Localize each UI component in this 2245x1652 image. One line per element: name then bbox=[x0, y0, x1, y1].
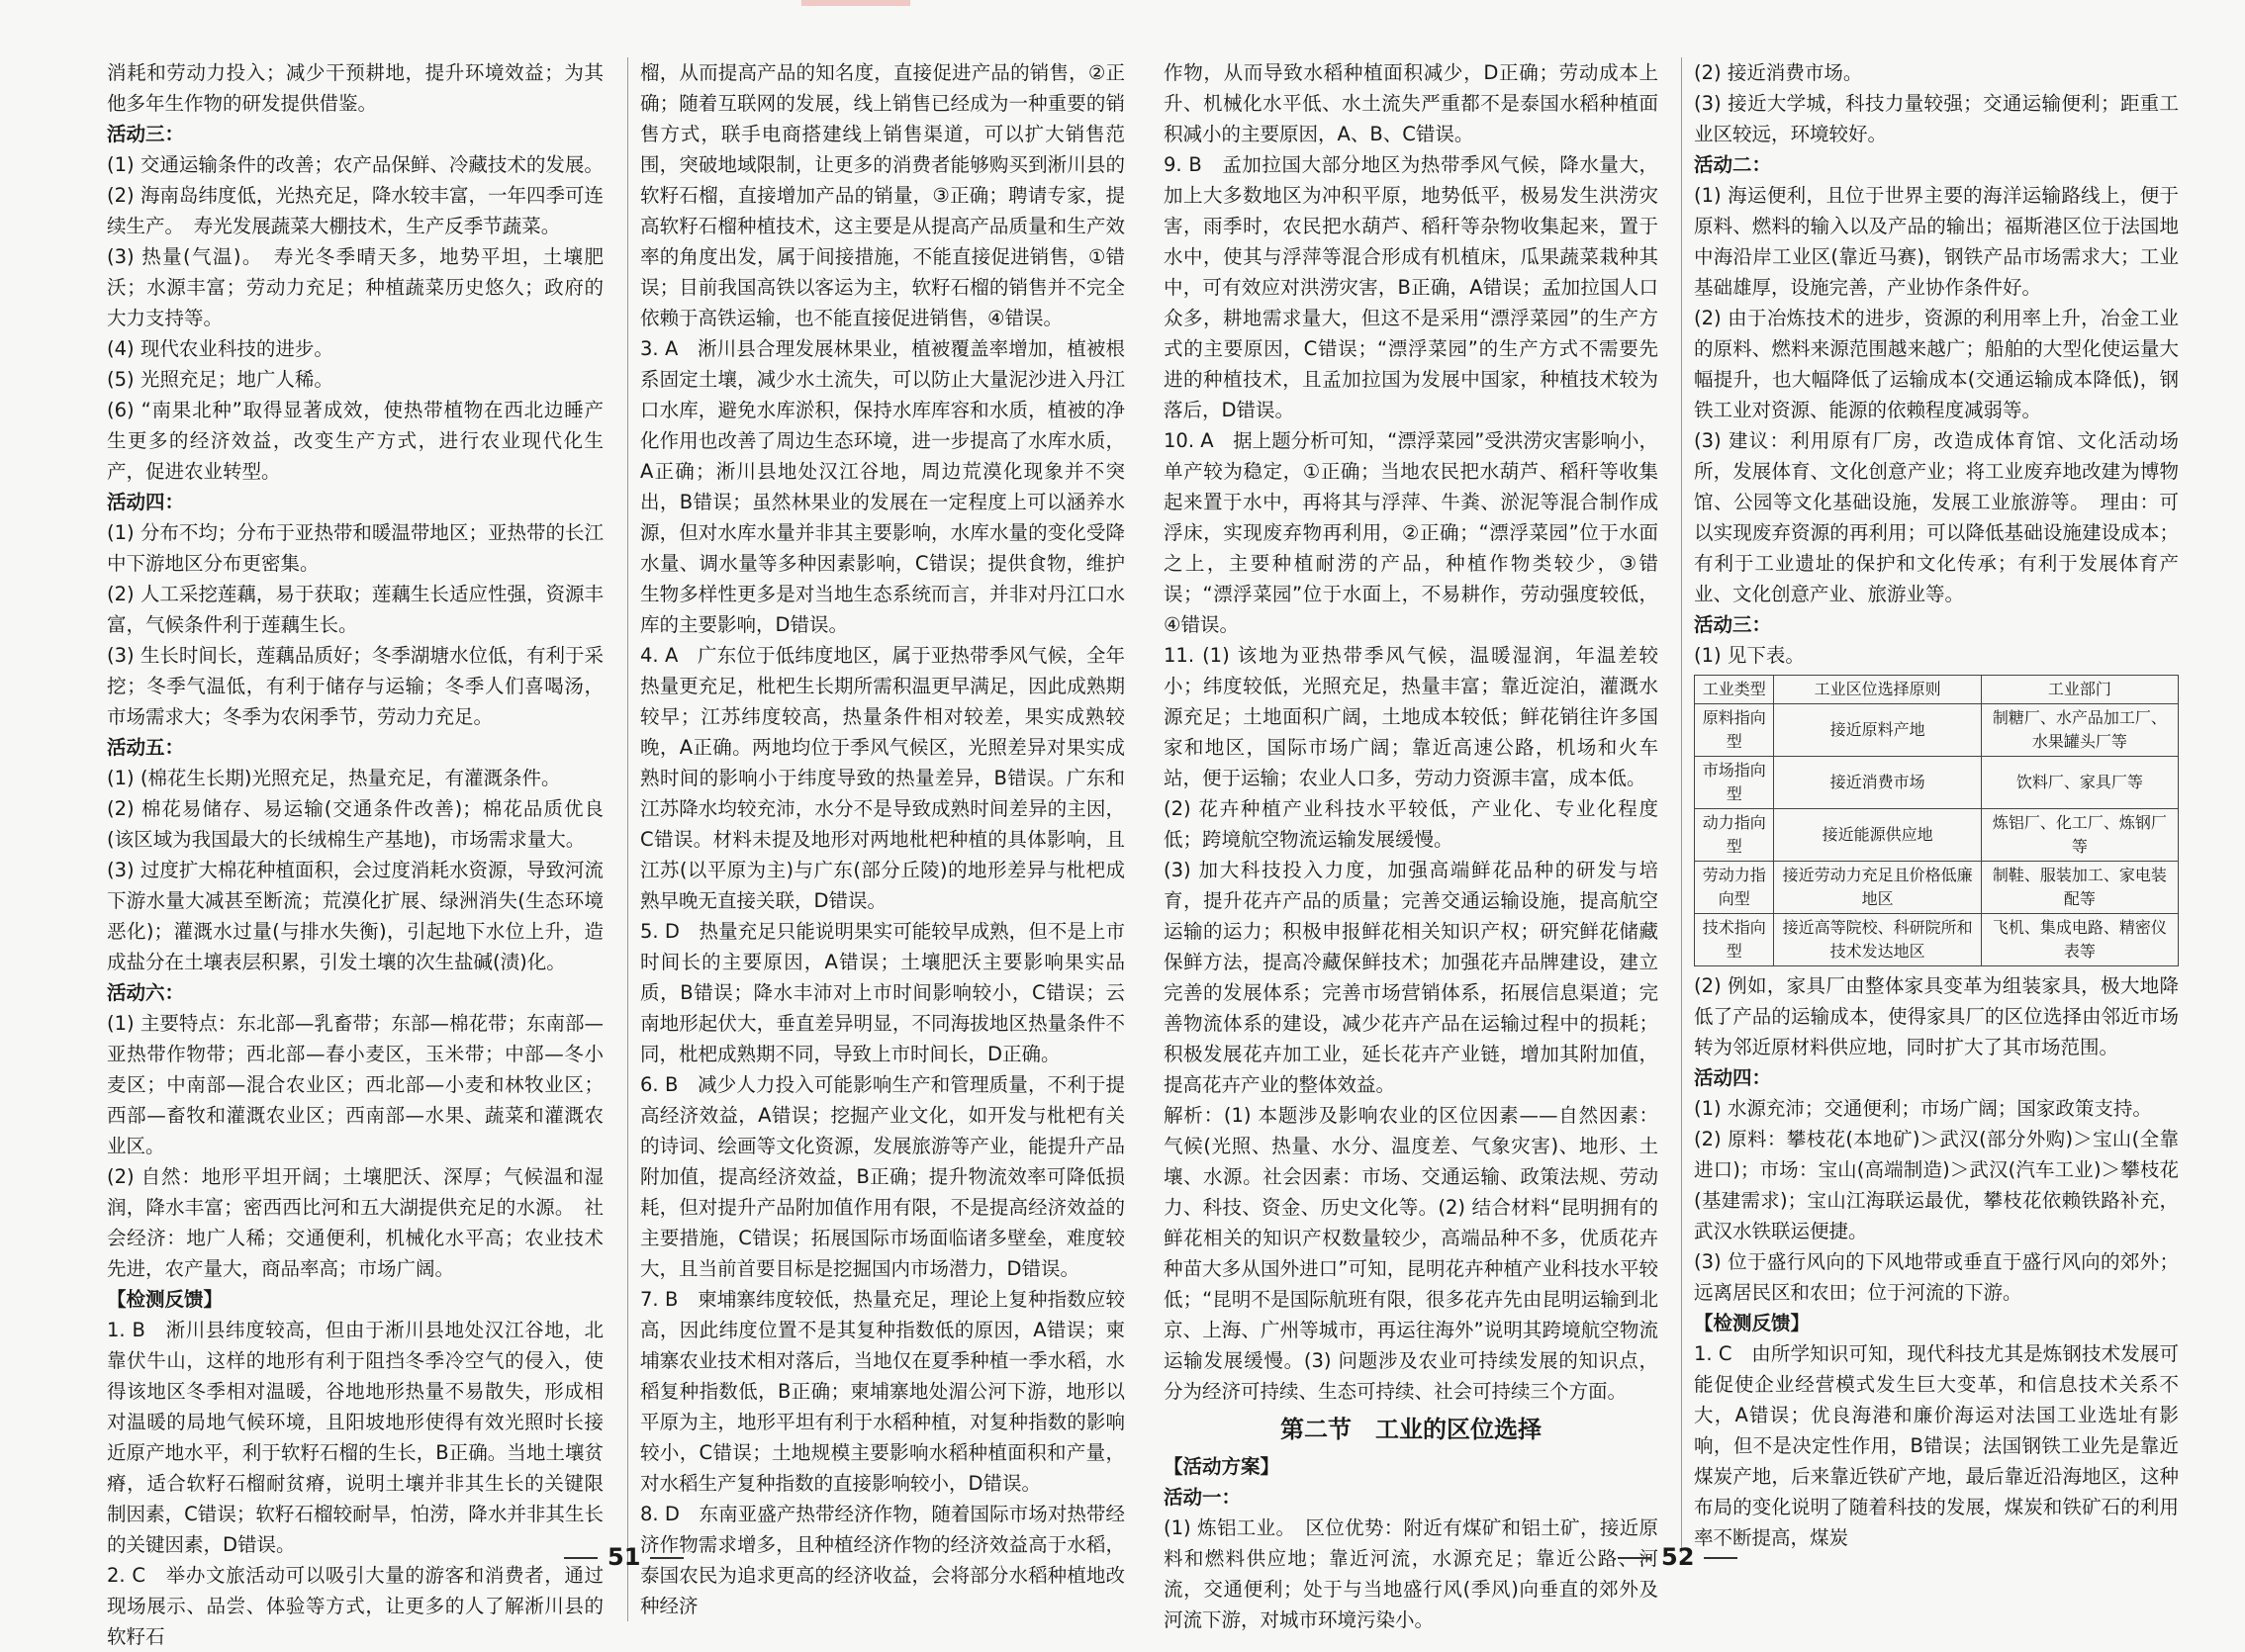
section-heading: 活动一： bbox=[1164, 1486, 1242, 1509]
paragraph: 6. B 减少人力投入可能影响生产和管理质量，不利于提高经济效益，A错误；挖掘产业文化，如开发与枇杷有关的诗词、绘画等文化资源，发展旅游等产业，能提升产品附加值，提高经济效益，B正确；提升物流效率可降低损耗，但对提升产品附加值作用有限，不是提高经济效益的主要措施，C错误；拓展国际市场面临诸多壁垒，难度较大，且当前首要目标是挖掘国内市场潜力，D错误。 bbox=[640, 1073, 1125, 1280]
table-cell: 接近劳动力充足且价格低廉地区 bbox=[1774, 862, 1981, 914]
table-header: 工业部门 bbox=[1981, 676, 2178, 704]
table-cell: 制鞋、服装加工、家电装配等 bbox=[1981, 862, 2178, 914]
paragraph: (2) 接近消费市场。 bbox=[1694, 61, 1863, 84]
table-cell: 劳动力指向型 bbox=[1695, 862, 1774, 914]
section-heading: 活动五： bbox=[107, 736, 185, 759]
paragraph: 解析：(1) 本题涉及影响农业的区位因素——自然因素：气候(光照、热量、水分、温度差、气象灾害)、地形、土壤、水源。社会因素：市场、交通运输、政策法规、劳动力、科技、资金、历史文化等。(2) 结合材料“昆明拥有的鲜花相关的知识产权数量较少，高端品种不多，优质花卉种苗大多从国外进口”可知，昆明花卉种植产业科技水平较低；“昆明不是国际航班有限，很多花卉先由昆明运输到北京、上海、广州等城市，再运往海外”说明其跨境航空物流运输发展缓慢。(3) 问题涉及农业可持续发展的知识点，分为经济可持续、生态可持续、社会可持续三个方面。 bbox=[1164, 1104, 1658, 1403]
paragraph: (2) 例如，家具厂由整体家具变革为组装家具，极大地降低了产品的运输成本，使得家具厂的区位选择由邻近市场转为邻近原材料供应地，同时扩大了其市场范围。 bbox=[1694, 974, 2179, 1058]
column-4-bottom bbox=[1694, 970, 2179, 1553]
section-heading: 活动四： bbox=[1694, 1066, 1772, 1089]
table-cell: 制糖厂、水产品加工厂、水果罐头厂等 bbox=[1981, 704, 2178, 757]
paragraph: (1) 水源充沛；交通便利；市场广阔；国家政策支持。 bbox=[1694, 1097, 2152, 1120]
paragraph: (1) 主要特点：东北部—乳畜带；东部—棉花带；东南部—亚热带作物带；西北部—春小麦区，玉米带；中部—冬小麦区；中南部—混合农业区；西北部—小麦和林牧业区；西部—畜牧和灌溉农业区；西南部—水果、蔬菜和灌溉农业区。 bbox=[107, 1012, 604, 1157]
paragraph: (3) 热量(气温)。 寿光冬季晴天多，地势平坦，土壤肥沃；水源丰富；劳动力充足；种植蔬菜历史悠久；政府的大力支持等。 bbox=[107, 245, 604, 329]
paragraph: (1) 见下表。 bbox=[1694, 644, 1805, 667]
table-cell: 原料指向型 bbox=[1695, 704, 1774, 757]
paragraph: 3. A 淅川县合理发展林果业，植被覆盖率增加，植被根系固定土壤，减少水土流失，可以防止大量泥沙进入丹江口水库，避免水库淤积，保持水库库容和水质，植被的净化作用也改善了周边生态环境，进一步提高了水库水质，A正确；淅川县地处汉江谷地，周边荒漠化现象并不突出，B错误；虽然林果业的发展在一定程度上可以涵养水源，但对水库水量并非其主要影响，水库水量的变化受降水量、调水量等多种因素影响，C错误；提供食物，维护生物多样性更多是对当地生态系统而言，并非对丹江口水库的主要影响，D错误。 bbox=[640, 337, 1125, 636]
paragraph: 1. B 淅川县纬度较高，但由于淅川县地处汉江谷地，北靠伏牛山，这样的地形有利于阻挡冬季冷空气的侵入，使得该地区冬季相对温暖，谷地地形热量不易散失，形成相对温暖的局地气候环境，且阳坡地形使得有效光照时长接近原产地水平，利于软籽石榴的生长，B正确。当地土壤贫瘠，适合软籽石榴耐贫瘠，说明土壤并非其生长的关键限制因素，C错误；软籽石榴较耐旱，怕涝，降水并非其生长的关键因素，D错误。 bbox=[107, 1319, 604, 1556]
paragraph: 7. B 柬埔寨纬度较低，热量充足，理论上复种指数应较高，因此纬度位置不是其复种指数低的原因，A错误；柬埔寨农业技术相对落后，当地仅在夏季种植一季水稻，水稻复种指数低，B正确；柬埔寨地处湄公河下游，地形以平原为主，地形平坦有利于水稻种植，对复种指数的影响较小，C错误；土地规模主要影响水稻种植面积和产量，对水稻生产复种指数的直接影响较小，D错误。 bbox=[640, 1288, 1125, 1495]
industry-location-table bbox=[1694, 675, 2179, 966]
table-row bbox=[1695, 757, 2179, 809]
section-heading: 活动三： bbox=[1694, 613, 1772, 636]
paragraph: 10. A 据上题分析可知，“漂浮菜园”受洪涝灾害影响小，单产较为稳定，①正确；当地农民把水葫芦、稻秆等收集起来置于水中，再将其与浮萍、牛粪、淤泥等混合制作成浮床，实现废弃物再利用，②正确；“漂浮菜园”位于水面之上，主要种植耐涝的产品，种植作物类较少，③错误；“漂浮菜园”位于水面上，不易耕作，劳动强度较低，④错误。 bbox=[1164, 429, 1658, 636]
paragraph: (1) 分布不均；分布于亚热带和暖温带地区；亚热带的长江中下游地区分布更密集。 bbox=[107, 521, 604, 575]
paragraph: 11. (1) 该地为亚热带季风气候，温暖湿润，年温差较小；纬度较低，光照充足，热量丰富；靠近淀泊，灌溉水源充足；土地面积广阔，土地成本较低；鲜花销往许多国家和地区，国际市场广阔；靠近高速公路，机场和火车站，便于运输；农业人口多，劳动力资源丰富，成本低。 bbox=[1164, 644, 1658, 789]
table-cell: 技术指向型 bbox=[1695, 914, 1774, 966]
paragraph: (1) 炼铝工业。 区位优势：附近有煤矿和铝土矿，接近原料和燃料供应地；靠近河流，水源充足；靠近公路、河流，交通便利；处于与当地盛行风(季风)向垂直的郊外及河流下游，对城市环境污染小。 bbox=[1164, 1516, 1658, 1631]
table-row bbox=[1695, 914, 2179, 966]
column-4-top bbox=[1694, 57, 2179, 671]
paragraph: (2) 原料：攀枝花(本地矿)＞武汉(部分外购)＞宝山(全靠进口)；市场：宝山(高端制造)＞武汉(汽车工业)＞攀枝花(基建需求)；宝山江海联运最优，攀枝花依赖铁路补充，武汉水铁联运便捷。 bbox=[1694, 1128, 2179, 1242]
section-heading: 活动二： bbox=[1694, 153, 1772, 176]
paragraph: 榴，从而提高产品的知名度，直接促进产品的销售，②正确；随着互联网的发展，线上销售已经成为一种重要的销售方式，联手电商搭建线上销售渠道，可以扩大销售范围，突破地域限制，让更多的消费者能够购买到淅川县的软籽石榴，直接增加产品的销量，③正确；聘请专家，提高软籽石榴种植技术，这主要是从提高产品质量和生产效率的角度出发，属于间接措施，不能直接促进销售，①错误；目前我国高铁以客运为主，软籽石榴的销售并不完全依赖于高铁运输，也不能直接促进销售，④错误。 bbox=[640, 61, 1125, 329]
paragraph: (2) 花卉种植产业科技水平较低，产业化、专业化程度低；跨境航空物流运输发展缓慢。 bbox=[1164, 797, 1658, 851]
table-row bbox=[1695, 809, 2179, 862]
paragraph: 5. D 热量充足只能说明果实可能较早成熟，但不是上市时间长的主要原因，A错误；土壤肥沃主要影响果实品质，B错误；降水丰沛对上市时间影响较小，C错误；云南地形起伏大，垂直差异明显，不同海拔地区热量条件不同，枇杷成熟期不同，导致上市时间长，D正确。 bbox=[640, 920, 1125, 1065]
section-heading: 活动四： bbox=[107, 491, 185, 513]
table-cell: 接近能源供应地 bbox=[1774, 809, 1981, 862]
paragraph: (2) 人工采挖莲藕，易于获取；莲藕生长适应性强，资源丰富，气候条件利于莲藕生长。 bbox=[107, 583, 604, 636]
table-cell: 飞机、集成电路、精密仪表等 bbox=[1981, 914, 2178, 966]
column-3 bbox=[1164, 57, 1658, 1635]
paragraph: (6) “南果北种”取得显著成效，使热带植物在西北边睡产生更多的经济效益，改变生产方式，进行农业现代化生产，促进农业转型。 bbox=[107, 399, 604, 483]
table-row bbox=[1695, 862, 2179, 914]
section-heading: 【检测反馈】 bbox=[107, 1288, 224, 1311]
paragraph: (2) 由于冶炼技术的进步，资源的利用率上升，冶金工业的原料、燃料来源范围越来越广；船舶的大型化使运量大幅提升，也大幅降低了运输成本(交通运输成本降低)，钢铁工业对资源、能源的依赖程度减弱等。 bbox=[1694, 307, 2179, 421]
table-header: 工业类型 bbox=[1695, 676, 1774, 704]
table-header-row bbox=[1695, 676, 2179, 704]
section-heading: 活动六： bbox=[107, 981, 185, 1004]
paragraph: (2) 自然：地形平坦开阔；土壤肥沃、深厚；气候温和湿润，降水丰富；密西西比河和五大湖提供充足的水源。 社会经济：地广人稀；交通便利，机械化水平高；农业技术先进，农产量大，商品率高；市场广阔。 bbox=[107, 1165, 604, 1280]
top-color-mark bbox=[801, 0, 910, 6]
section-heading: 活动三： bbox=[107, 123, 185, 145]
table-cell: 市场指向型 bbox=[1695, 757, 1774, 809]
paragraph: 2. C 举办文旅活动可以吸引大量的游客和消费者，通过现场展示、品尝、体验等方式，让更多的人了解淅川县的软籽石 bbox=[107, 1564, 604, 1648]
paragraph: (3) 过度扩大棉花种植面积，会过度消耗水资源，导致河流下游水量大减甚至断流；荒漠化扩展、绿洲消失(生态环境恶化)；灌溉水过量(与排水失衡)，引起地下水位上升，造成盐分在土壤表层积累，引发土壤的次生盐碱(渍)化。 bbox=[107, 859, 604, 973]
table-cell: 炼铝厂、化工厂、炼钢厂等 bbox=[1981, 809, 2178, 862]
paragraph: (3) 建议：利用原有厂房，改造成体育馆、文化活动场所，发展体育、文化创意产业；将工业废弃地改建为博物馆、公园等文化基础设施，发展工业旅游等。 理由：可以实现废弃资源的再利用；可以降低基础设施建设成本；有利于工业遗址的保护和文化传承；有利于发展体育产业、文化创意产业、旅游业等。 bbox=[1694, 429, 2179, 605]
column-4 bbox=[1681, 57, 2179, 1553]
paragraph: (1) 交通运输条件的改善；农产品保鲜、冷藏技术的发展。 bbox=[107, 153, 604, 176]
table-cell: 接近高等院校、科研院所和技术发达地区 bbox=[1774, 914, 1981, 966]
paragraph: (5) 光照充足；地广人稀。 bbox=[107, 368, 333, 391]
table-cell: 接近原料产地 bbox=[1774, 704, 1981, 757]
paragraph: (4) 现代农业科技的进步。 bbox=[107, 337, 333, 360]
table-header: 工业区位选择原则 bbox=[1774, 676, 1981, 704]
chapter-section-title: 第二节 工业的区位选择 bbox=[1280, 1416, 1542, 1443]
paragraph: (3) 接近大学城，科技力量较强；交通运输便利；距重工业区较远，环境较好。 bbox=[1694, 92, 2179, 145]
paragraph: (3) 加大科技投入力度，加强高端鲜花品种的研发与培育，提升花卉产品的质量；完善交通运输设施，提高航空运输的运力；积极申报鲜花相关知识产权；研究鲜花储藏保鲜方法，提高冷藏保鲜技术；加强花卉品牌建设，建立完善的发展体系；完善市场营销体系，拓展信息渠道；完善物流体系的建设，减少花卉产品在运输过程中的损耗；积极发展花卉加工业，延长花卉产业链，增加其附加值，提高花卉产业的整体效益。 bbox=[1164, 859, 1658, 1096]
paragraph: (2) 海南岛纬度低，光热充足，降水较丰富，一年四季可连续生产。 寿光发展蔬菜大棚技术，生产反季节蔬菜。 bbox=[107, 184, 604, 237]
table-cell: 饮料厂、家具厂等 bbox=[1981, 757, 2178, 809]
column-1 bbox=[107, 57, 604, 1652]
paragraph: (2) 棉花易储存、易运输(交通条件改善)；棉花品质优良(该区域为我国最大的长绒棉生产基地)，市场需求量大。 bbox=[107, 797, 604, 851]
paragraph: 9. B 孟加拉国大部分地区为热带季风气候，降水量大，加上大多数地区为冲积平原，地势低平，极易发生洪涝灾害，雨季时，农民把水葫芦、稻秆等杂物收集起来，置于水中，使其与浮萍等混合形成有机植床，瓜果蔬菜栽种其中，可有效应对洪涝灾害，B正确，A错误；孟加拉国人口众多，耕地需求量大，但这不是采用“漂浮菜园”的生产方式的主要原因，C错误；“漂浮菜园”的生产方式不需要先进的种植技术，且孟加拉国为发展中国家，种植技术较为落后，D错误。 bbox=[1164, 153, 1658, 421]
paragraph: 4. A 广东位于低纬度地区，属于亚热带季风气候，全年热量更充足，枇杷生长期所需积温更早满足，因此成熟期较早；江苏纬度较高，热量条件相对较差，果实成熟较晚，A正确。两地均位于季风气候区，光照差异对果实成熟时间的影响小于纬度导致的热量差异，B错误。广东和江苏降水均较充沛，水分不是导致成熟时间差异的主因，C错误。材料未提及地形对两地枇杷种植的具体影响，且江苏(以平原为主)与广东(部分丘陵)的地形差异与枇杷成熟早晚无直接关联，D错误。 bbox=[640, 644, 1125, 912]
section-heading: 【检测反馈】 bbox=[1694, 1312, 1811, 1334]
section-heading: 【活动方案】 bbox=[1164, 1455, 1280, 1478]
paragraph: (3) 位于盛行风向的下风地带或垂直于盛行风向的郊外；远离居民区和农田；位于河流的下游。 bbox=[1694, 1250, 2179, 1304]
paragraph: 8. D 东南亚盛产热带经济作物，随着国际市场对热带经济作物需求增多，且种植经济作物的经济效益高于水稻，泰国农民为追求更高的经济收益，会将部分水稻种植地改种经济 bbox=[640, 1503, 1125, 1617]
table-row bbox=[1695, 704, 2179, 757]
table-cell: 接近消费市场 bbox=[1774, 757, 1981, 809]
paragraph: (3) 生长时间长，莲藕品质好；冬季湖塘水位低，有利于采挖；冬季气温低，有利于储存与运输；冬季人们喜喝汤，市场需求大；冬季为农闲季节，劳动力充足。 bbox=[107, 644, 604, 728]
page-number-left: 51 bbox=[554, 1543, 694, 1571]
paragraph: (1) (棉花生长期)光照充足，热量充足，有灌溉条件。 bbox=[107, 767, 561, 789]
column-2 bbox=[627, 57, 1125, 1621]
paragraph: 消耗和劳动力投入；减少干预耕地，提升环境效益；为其他多年生作物的研发提供借鉴。 bbox=[107, 61, 604, 115]
paragraph: (1) 海运便利，且位于世界主要的海洋运输路线上，便于原料、燃料的输入以及产品的输出；福斯港区位于法国地中海沿岸工业区(靠近马赛)，钢铁产品市场需求大；工业基础雄厚，设施完善，产业协作条件好。 bbox=[1694, 184, 2179, 299]
table-cell: 动力指向型 bbox=[1695, 809, 1774, 862]
paragraph: 作物，从而导致水稻种植面积减少，D正确；劳动成本上升、机械化水平低、水土流失严重都不是泰国水稻种植面积减小的主要原因，A、B、C错误。 bbox=[1164, 61, 1658, 145]
page-number-right: 52 bbox=[1608, 1543, 1747, 1571]
paragraph: 1. C 由所学知识可知，现代科技尤其是炼钢技术发展可能促使企业经营模式发生巨大变革，和信息技术关系不大，A错误；优良海港和廉价海运对法国工业选址有影响，但不是决定性作用，B错误；法国钢铁工业先是靠近煤炭产地，后来靠近铁矿产地，最后靠近沿海地区，这种布局的变化说明了随着科技的发展，煤炭和铁矿石的利用率不断提高，煤炭 bbox=[1694, 1342, 2179, 1549]
